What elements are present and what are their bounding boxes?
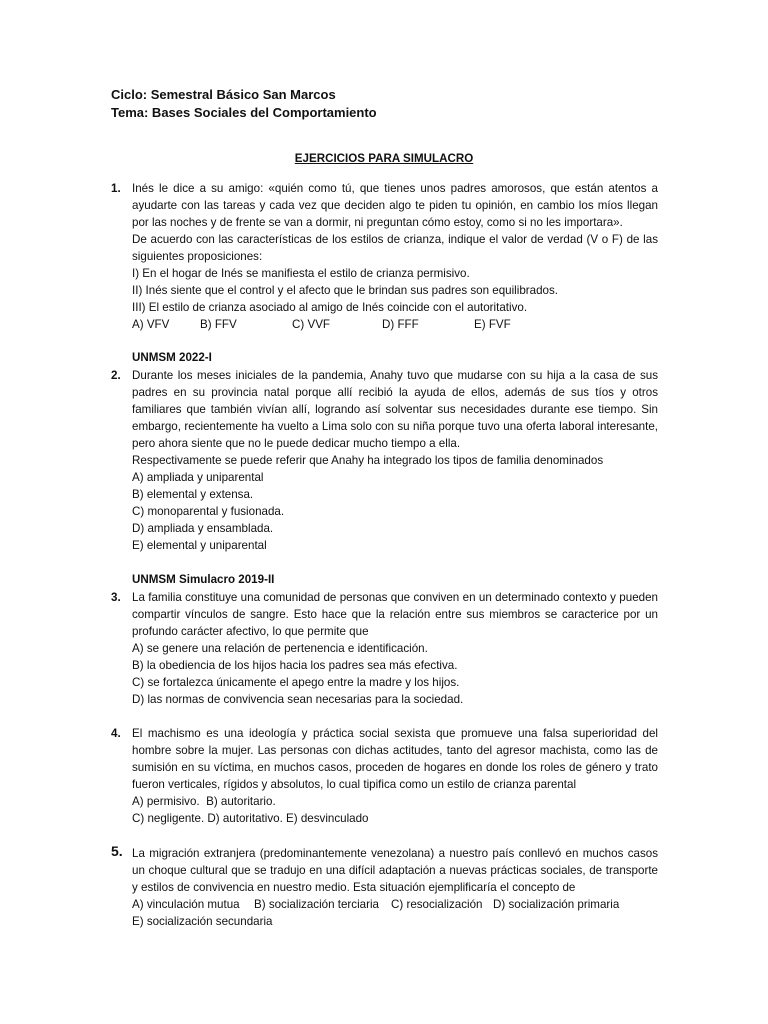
question-number: 5. [111,843,123,859]
question-instruction: Respectivamente se puede referir que Anahy ha integrado los tipos de familia denominados [132,454,604,467]
question-number: 4. [111,727,121,740]
course-line: Ciclo: Semestral Básico San Marcos [111,87,336,102]
question-1 [111,180,658,333]
option-e: E) FVF [474,318,511,331]
option-d: D) ampliada y ensamblada. [132,522,274,535]
question-4 [111,725,658,827]
options-row [132,896,658,913]
question-number: 3. [111,591,121,604]
option-a: A) ampliada y uniparental [132,471,264,484]
option-b: B) elemental y extensa. [132,488,254,501]
option-d: D) socialización primaria [493,898,620,911]
question-stem: La familia constituye una comunidad de personas que conviven en un determinado contexto y pueden compartir vínculos de sangre. Esto hace que la relación entre sus miembros se caracterice por un profundo carácter afectivo, lo que permite que [132,591,658,638]
question-stem: Durante los meses iniciales de la pandemia, Anahy tuvo que mudarse con su hija a la casa de sus padres en su provincia natal porque allí recibió la ayuda de ellos, además de sus tíos y otros familiares que también vivían allí, logrando así solventar sus necesidades durante ese tiempo. Sin embargo, recientemente ha vuelto a Lima solo con su niña porque tuvo una oferta laboral interesante, pero ahora siente que no le puede dedicar mucho tiempo a ella. [132,369,658,450]
question-2 [111,367,658,554]
option-b: B) FFV [200,318,237,331]
question-stem: El machismo es una ideología y práctica social sexista que promueve una falsa superioridad del hombre sobre la mujer. Las personas con dichas actitudes, tanto del agresor machista, como las de sumisión en su víctima, en muchos casos, proceden de hogares en donde los roles de género y trato fueron verticales, rígidos y absolutos, lo cual tipifica como un estilo de crianza parental [132,727,658,791]
option-c: C) resocialización [391,898,483,911]
section-title: EJERCICIOS PARA SIMULACRO [294,152,474,165]
option-a: A) vinculación mutua [132,898,240,911]
question-source: UNMSM 2022-I [132,351,212,364]
option-d: D) FFF [382,318,419,331]
option-a: A) VFV [132,318,170,331]
option-c: C) se fortalezca únicamente el apego entre la madre y los hijos. [132,676,460,689]
option-b: B) socialización terciaria [254,898,380,911]
question-number: 1. [111,182,121,195]
question-stem: La migración extranjera (predominantemente venezolana) a nuestro país conllevó en muchos casos un choque cultural que se tradujo en una difícil adaptación a nuevas prácticas sociales, de transporte y estilos de convivencia en nuestro medio. Esta situación ejemplificaría el concepto de [132,847,658,894]
question-5 [111,845,658,930]
option-a: A) se genere una relación de pertenencia e identificación. [132,642,428,655]
options-line-2: C) negligente. D) autoritativo. E) desvinculado [132,812,369,825]
options-line-1: A) permisivo. B) autoritario. [132,795,276,808]
question-source: UNMSM Simulacro 2019-II [132,573,275,586]
question-3 [111,589,658,708]
option-c: C) monoparental y fusionada. [132,505,285,518]
question-instruction: De acuerdo con las características de los estilos de crianza, indique el valor de verdad (V o F) de las siguientes proposiciones: [132,233,658,263]
proposition: III) El estilo de crianza asociado al amigo de Inés coincide con el autoritativo. [132,301,528,314]
option-c: C) VVF [292,318,331,331]
option-e: E) elemental y uniparental [132,539,267,552]
question-number: 2. [111,369,121,382]
proposition: II) Inés siente que el control y el afecto que le brindan sus padres son equilibrados. [132,284,559,297]
option-b: B) la obediencia de los hijos hacia los padres sea más efectiva. [132,659,458,672]
document-header [111,86,377,122]
topic-line: Tema: Bases Sociales del Comportamiento [111,105,377,120]
proposition: I) En el hogar de Inés se manifiesta el estilo de crianza permisivo. [132,267,470,280]
question-stem: Inés le dice a su amigo: «quién como tú, que tienes unos padres amorosos, que están atentos a ayudarte con las tareas y cada vez que deciden algo te piden tu opinión, en cambio los míos llegan por las noches y de frente se van a dormir, ni preguntan cómo estoy, como si no les importara». [132,182,658,229]
options-row [132,316,658,333]
option-e: E) socialización secundaria [132,915,273,928]
option-d: D) las normas de convivencia sean necesarias para la sociedad. [132,693,464,706]
